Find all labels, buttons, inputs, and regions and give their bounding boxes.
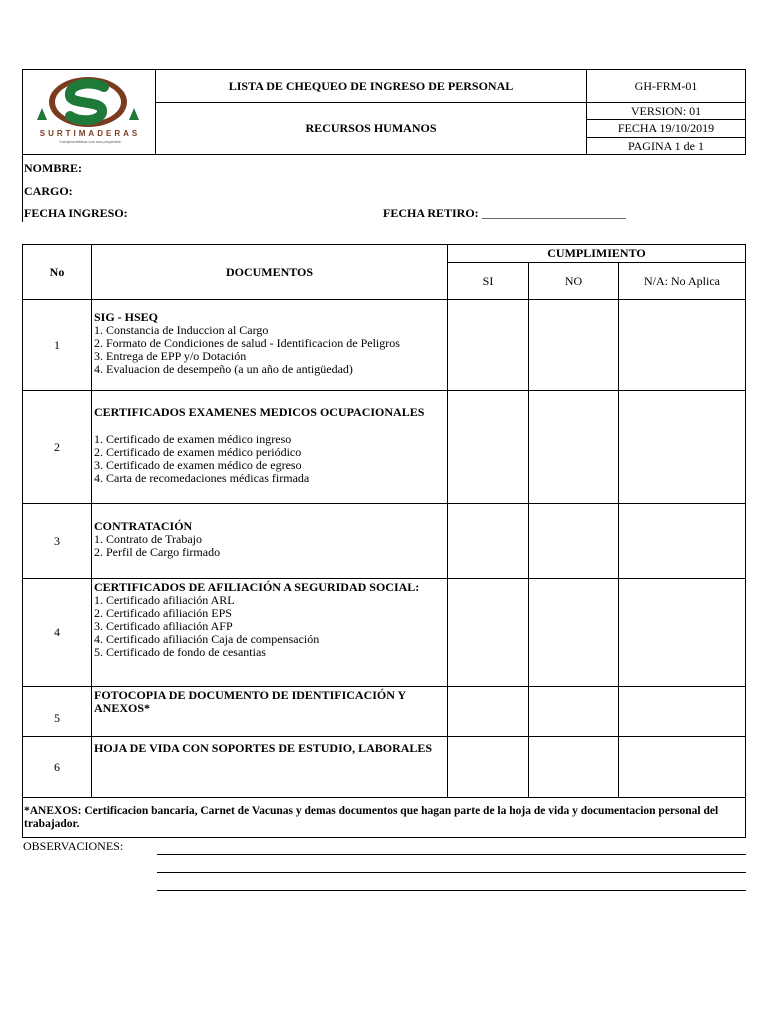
list-item: 2. Perfil de Cargo firmado xyxy=(94,545,221,559)
column-header-documents: DOCUMENTOS xyxy=(225,264,314,279)
no-check-cell[interactable] xyxy=(529,687,618,736)
annexes-footnote: *ANEXOS: Certificacion bancaria, Carnet de Vacunas y demas documentos que hagan parte de la hoja de vida y documentacion personal del trabajador. xyxy=(24,805,719,830)
na-check-cell[interactable] xyxy=(619,391,745,503)
observations-label: OBSERVACIONES: xyxy=(23,839,124,853)
row-documents xyxy=(94,520,446,559)
list-item: 3. Certificado afiliación AFP xyxy=(94,619,233,633)
form-code: GH-FRM-01 xyxy=(634,78,698,93)
row-number: 6 xyxy=(54,759,60,774)
list-item: 1. Certificado de examen médico ingreso xyxy=(94,432,292,446)
si-check-cell[interactable] xyxy=(448,391,528,503)
position-label: CARGO: xyxy=(24,184,73,198)
si-check-cell[interactable] xyxy=(448,687,528,736)
list-item: 4. Certificado afiliación Caja de compensación xyxy=(94,632,320,646)
observations-line[interactable] xyxy=(157,854,746,855)
row-title: SIG - HSEQ xyxy=(94,310,159,324)
company-tagline: Comprometidos con sus proyectos xyxy=(59,139,121,144)
no-check-cell[interactable] xyxy=(529,300,618,390)
name-label: NOMBRE: xyxy=(24,161,82,175)
row-number: 3 xyxy=(54,533,60,548)
row-title: HOJA DE VIDA CON SOPORTES DE ESTUDIO, LABORALES xyxy=(94,741,433,755)
si-check-cell[interactable] xyxy=(448,579,528,686)
row-title: CONTRATACIÓN xyxy=(94,519,193,533)
column-header-no: No xyxy=(49,264,65,279)
form-page: PAGINA 1 de 1 xyxy=(628,138,704,153)
list-item: 3. Certificado de examen médico de egreso xyxy=(94,458,302,472)
row-number: 2 xyxy=(54,439,60,454)
list-item: 2. Certificado de examen médico periódico xyxy=(94,445,302,459)
column-header-na: N/A: No Aplica xyxy=(644,273,720,288)
na-check-cell[interactable] xyxy=(619,579,745,686)
row-number: 4 xyxy=(54,625,60,639)
column-header-no-option: NO xyxy=(564,273,583,288)
list-item: 2. Certificado afiliación EPS xyxy=(94,606,232,620)
no-check-cell[interactable] xyxy=(529,504,618,578)
form-date: FECHA 19/10/2019 xyxy=(617,121,715,135)
list-item: 1. Constancia de Induccion al Cargo xyxy=(94,323,269,337)
row-number: 1 xyxy=(54,337,60,352)
na-check-cell[interactable] xyxy=(619,300,745,390)
list-item: 4. Evaluacion de desempeño (a un año de antigüedad) xyxy=(94,362,353,376)
na-check-cell[interactable] xyxy=(619,687,745,736)
column-header-compliance: CUMPLIMIENTO xyxy=(547,246,646,260)
row-title: FOTOCOPIA DE DOCUMENTO DE IDENTIFICACIÓN Y ANEXOS* xyxy=(94,688,406,715)
entry-date-label: FECHA INGRESO: xyxy=(24,206,128,220)
list-item: 2. Formato de Condiciones de salud - Identificacion de Peligros xyxy=(94,336,400,350)
no-check-cell[interactable] xyxy=(529,391,618,503)
si-check-cell[interactable] xyxy=(448,300,528,390)
company-name: SURTIMADERAS xyxy=(39,129,141,138)
row-number: 5 xyxy=(54,711,60,725)
no-check-cell[interactable] xyxy=(529,737,618,797)
list-item: 5. Certificado de fondo de cesantias xyxy=(94,645,266,659)
observations-line[interactable] xyxy=(157,890,746,891)
row-documents xyxy=(94,581,446,659)
no-check-cell[interactable] xyxy=(529,579,618,686)
si-check-cell[interactable] xyxy=(448,737,528,797)
form-title: LISTA DE CHEQUEO DE INGRESO DE PERSONAL xyxy=(228,78,514,93)
form-version: VERSION: 01 xyxy=(630,103,702,118)
observations-line[interactable] xyxy=(157,872,746,873)
column-header-si: SI xyxy=(482,273,494,288)
exit-date-blank: ________________________ xyxy=(481,206,626,220)
row-documents xyxy=(94,406,446,485)
list-item: 3. Entrega de EPP y/o Dotación xyxy=(94,349,247,363)
list-item: 4. Carta de recomedaciones médicas firmada xyxy=(94,471,310,485)
na-check-cell[interactable] xyxy=(619,737,745,797)
exit-date-field[interactable] xyxy=(383,207,626,220)
row-title: CERTIFICADOS DE AFILIACIÓN A SEGURIDAD SOCIAL: xyxy=(94,580,420,594)
list-item: 1. Certificado afiliación ARL xyxy=(94,593,235,607)
row-documents xyxy=(94,311,446,376)
si-check-cell[interactable] xyxy=(448,504,528,578)
department-title: RECURSOS HUMANOS xyxy=(305,121,437,135)
exit-date-label: FECHA RETIRO: xyxy=(383,206,479,220)
row-title: CERTIFICADOS EXAMENES MEDICOS OCUPACIONALES xyxy=(94,405,425,419)
company-logo xyxy=(30,74,150,150)
list-item: 1. Contrato de Trabajo xyxy=(94,532,202,546)
na-check-cell[interactable] xyxy=(619,504,745,578)
